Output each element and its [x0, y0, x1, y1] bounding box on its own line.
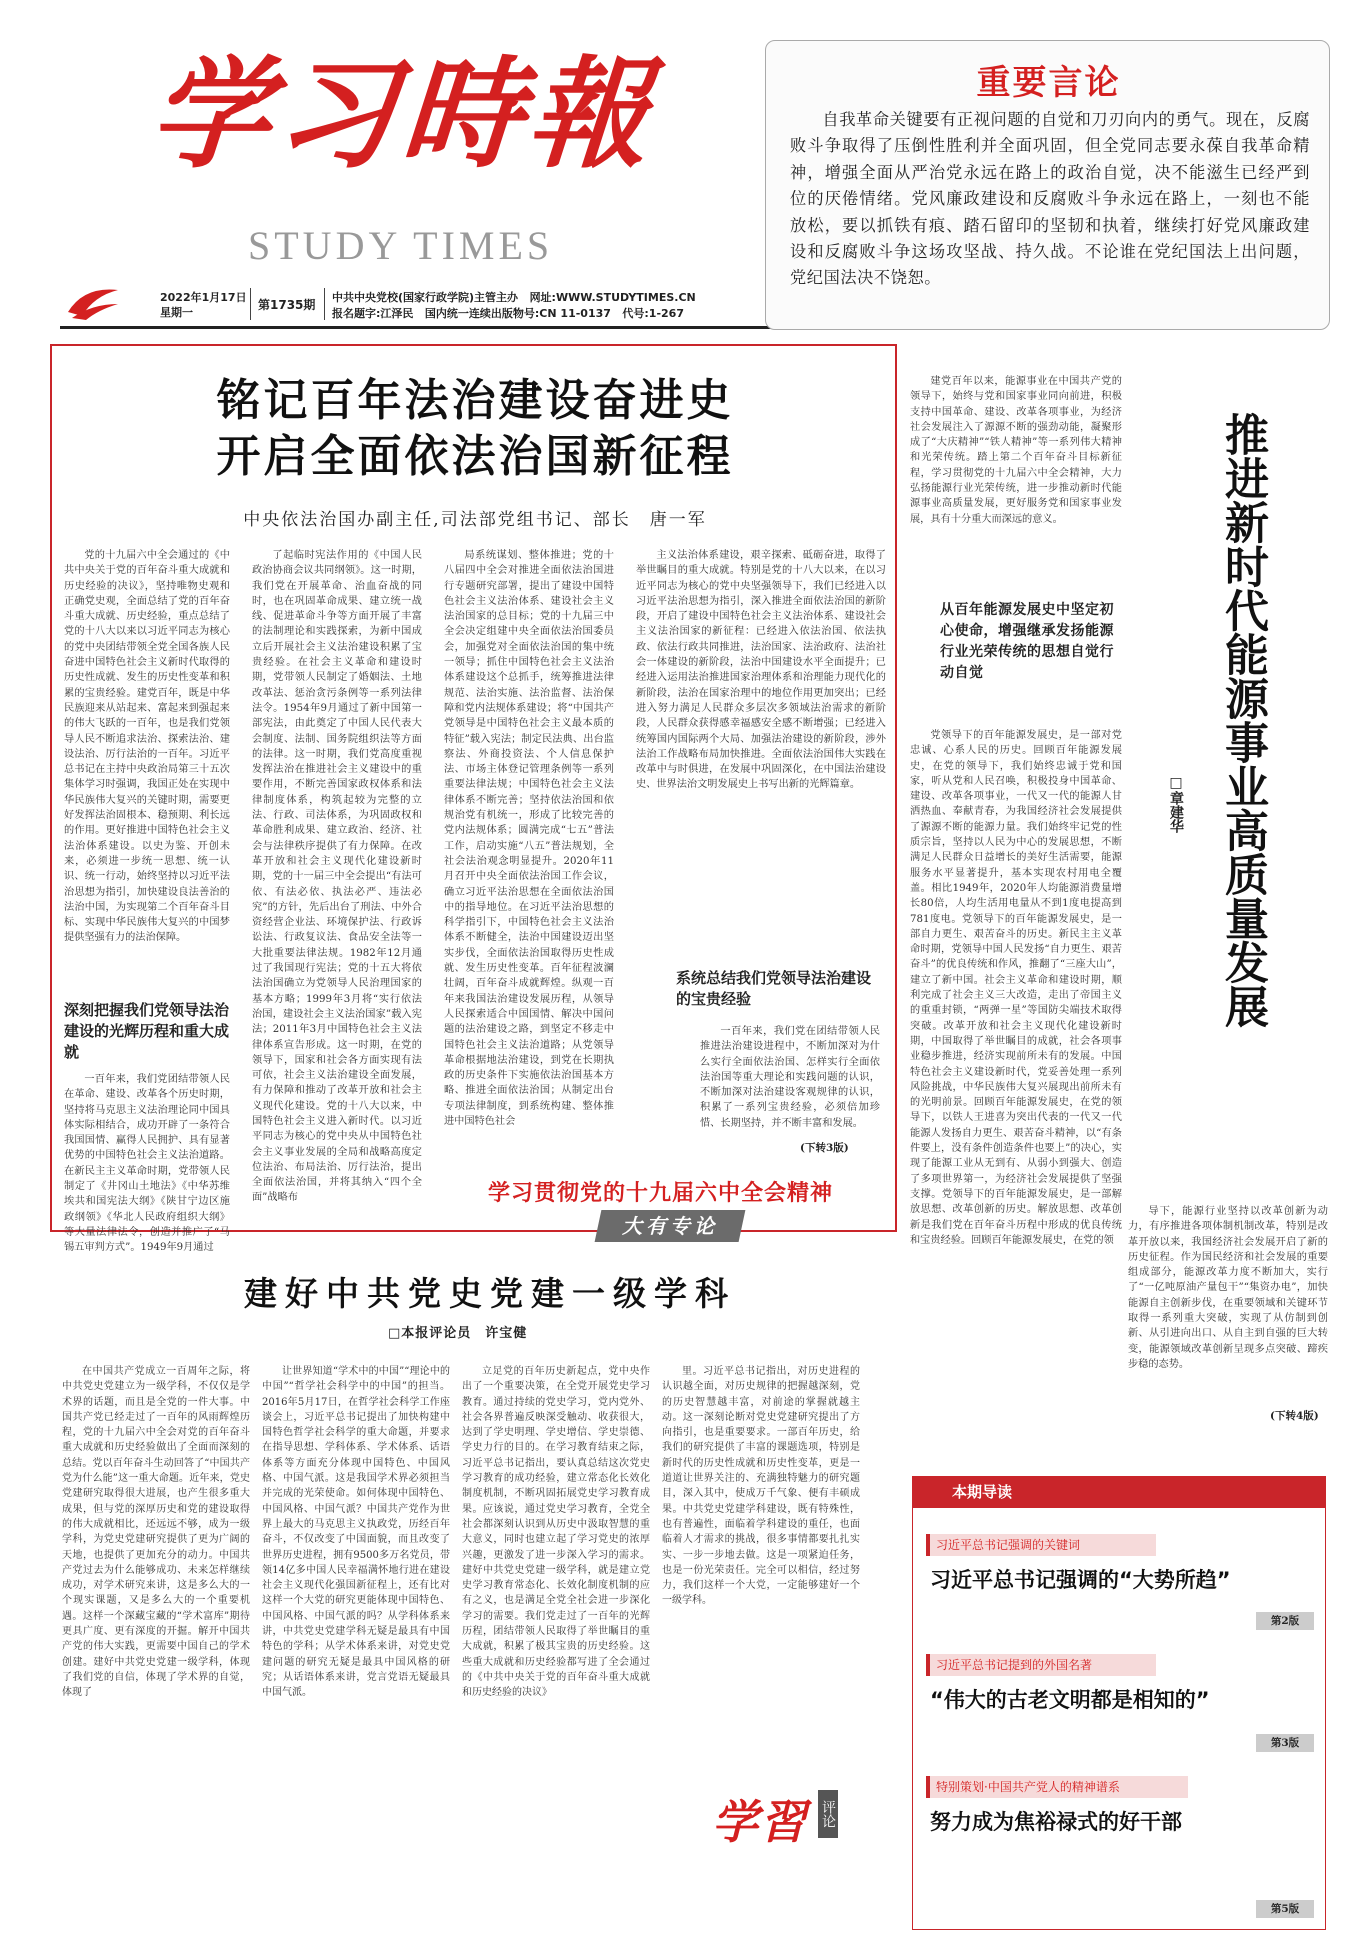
right-subhead: 从百年能源发展史中坚定初心使命，增强继承发扬能源行业光荣传统的思想自觉行动自觉 [940, 602, 1114, 681]
guide-item-page-1[interactable]: 第2版 [1256, 1612, 1314, 1630]
lead-title-line2: 开启全面依法治国新征程 [216, 431, 734, 482]
lead-headline [70, 373, 880, 485]
cn-number: 国内统一连续出版物号:CN 11-0137 [424, 307, 611, 320]
quote-text: 自我革命关键要有正视问题的自觉和刀刃向内的勇气。现在，反腐败斗争取得了压倒性胜利并全面巩固，但全党同志要永葆自我革命精神，增强全面从严治党永远在路上的政治自觉，决不能滋生已经严到位的厌倦情绪。党风廉政建设和反腐败斗争永远在路上，一刻也不能放松，要以抓铁有痕、踏石留印的坚韧和执着，继续打好党风廉政建设和反腐败斗争这场攻坚战、持久战。不论谁在党纪国法上出问题，党纪国法决不饶恕。 [790, 110, 1310, 288]
lead-continue: (下转3版) [800, 1142, 849, 1154]
issue-number: 第1735期 [258, 298, 316, 312]
guide-header: 本期导读 [952, 1483, 1013, 1501]
lead-col4b: 一百年来，我们党在团结带领人民推进法治建设进程中，不断加深对为什么实行全面依法治国、怎样实行全面依法治国等重大理论和实践问题的认识，不断加深对法治建设客观规律的认识，积累了一系列宝贵经验，必须倍加珍惜、长期坚持，并不断丰富和发展。 [700, 1026, 880, 1129]
commentary-author: □本报评论员 许宝健 [388, 1326, 528, 1341]
guide-item-tag-1[interactable] [926, 1534, 1156, 1556]
commentary-logo-tag: 评论 [818, 1790, 838, 1838]
guide-item-tag-label-1: 习近平总书记强调的关键词 [936, 1538, 1081, 1552]
masthead-title: 学习時報 [145, 44, 659, 185]
info-bar [60, 284, 780, 324]
lead-banner2: 大有专论 [622, 1214, 718, 1238]
guide-item-tag-label-2: 习近平总书记提到的外国名著 [936, 1658, 1093, 1672]
quote-box [765, 40, 1330, 330]
commentary-col1: 在中国共产党成立一百周年之际，将中共党史党建立为一级学科，不仅仅是学术界的话题，而且是全党的一件大事。中国共产党已经走过了一百年的风雨辉煌历程，党的十九届六中全会对党的百年奋斗重大成就和历史经验做出了全面而深刻的总结。党以百年奋斗生动回答了“中国共产党为什么能”这一重大命题。近年来，党史党建研究取得很大进展，也产生很多重大成果，但与党的深厚历史和党的建设取得的伟大成就相比，还远远不够，成为一级学科，为党史党建研究提供了更为广阔的天地，也提供了更加充分的动力。中国共产党过去为什么能够成功、未来怎样继续成功，对学术研究来讲，这是多么大的一个现实课题，又是多么大的一个重要机遇。这样一个深藏宝藏的“学术富库”期待更具广度、更有深度的开掘。解开中国共产党的伟大实践，更需要中国自己的学术创建。建好中共党史党建一级学科，体现了我们党的自信，体现了学术界的自觉，体现了 [62, 1366, 250, 1699]
guide-item-page-3[interactable]: 第5版 [1256, 1900, 1314, 1918]
lead-col4: 主义法治体系建设，艰辛探索、砥砺奋进，取得了举世瞩目的重大成就。特别是党的十八大以来，在以习近平同志为核心的党中央坚强领导下，我们已经进入以习近平法治思想为指引，深入推进全面依法治国的新阶段，开启了建设中国特色社会主义法治体系、建设社会主义法治国家的新征程：已经进入依法治国、依法执政、依法行政共同推进，法治国家、法治政府、法治社会一体建设的新阶段，法治中国建设水平全面提升；已经进入运用法治推进国家治理体系和治理能力现代化的新阶段，法治在国家治理中的地位作用更加突出；已经进入努力满足人民群众多层次多领域法治需求的新阶段，人民群众获得感幸福感安全感不断增强；已经进入统筹国内国际两个大局、加强法治建设的新阶段，涉外法治工作战略布局加快推进。全面依法治国伟大实践在改革中与时俱进，在发展中巩固深化，在中国法治建设史、世界法治文明发展史上书写出新的光辉篇章。 [636, 550, 886, 791]
right-author: □章建华 [1168, 775, 1184, 833]
masthead-rule [60, 326, 780, 329]
guide-item-title-3[interactable]: 努力成为焦裕禄式的好干部 [930, 1810, 1182, 1834]
lead-col3: 局系统谋划、整体推进；党的十八届四中全会对推进全面依法治国进行专题研究部署，提出了建设中国特色社会主义法治体系、建设社会主义法治国家的总目标；党的十九届三中全会决定组建中央全面依法治国委员会，加强党对全面依法治国的集中统一领导；抓住中国特色社会主义法治体系建设这个总抓手，统筹推进法律规范、法治实施、法治监督、法治保障和党内法规体系建设；将“中国共产党领导是中国特色社会主义最本质的特征”载入宪法；制定民法典、出台监察法、外商投资法、个人信息保护法、市场主体登记管理条例等一系列重要法律法规；中国特色社会主义法律体系不断完善；坚持依法治国和依规治党有机统一，形成了比较完善的党内法规体系；圆满完成“七五”普法工作，启动实施“八五”普法规划，全社会法治观念明显提升。2020年11月召开中央全面依法治国工作会议，确立习近平法治思想在全面依法治国中的指导地位。在习近平法治思想的科学指引下，中国特色社会主义法治体系不断健全，法治中国建设迈出坚实步伐，全面依法治国取得历史性成就、发生历史性变革。百年征程波澜壮阔，百年奋斗成就辉煌。纵观一百年来我国法治建设发展历程，从领导人民探索适合中国国情、解决中国问题的法治建设之路，到坚定不移走中国特色社会主义法治道路；从党领导革命根据地法治建设，到党在长期执政的历史条件下实施依法治国基本方略、推进全面依法治国；从制定出台专项法律制度，到系统构建、整体推进中国特色社会 [444, 550, 614, 1127]
lead-col1b: 一百年来，我们党团结带领人民在革命、建设、改革各个历史时期，坚持将马克思主义法治理论同中国具体实际相结合，成功开辟了一条符合我国国情、赢得人民拥护、具有显著优势的中国特色社会主义法治道路。在新民主主义革命时期，党带领人民制定了《井冈山土地法》《中华苏维埃共和国宪法大纲》《陕甘宁边区施政纲领》《华北人民政府组织大纲》等大量法律法令，创造并推广了“马锡五审判方式”。1949年9月通过 [64, 1074, 230, 1254]
publisher-line [332, 305, 684, 321]
guide-item-tag-label-3: 特别策划·中国共产党人的精神谱系 [936, 1780, 1120, 1794]
guide-item-title-2[interactable]: “伟大的古老文明都是相知的” [930, 1688, 1210, 1712]
right-body: 党领导下的百年能源发展史，是一部对党忠诚、心系人民的历史。回顾百年能源发展史，在党的领导下，我们始终忠诚于党和国家，听从党和人民召唤，积极投身中国革命、建设、改革各项事业，一代又一代的能源人甘洒热血、奉献青春，为我国经济社会发展提供了源源不断的能源力量。我们始终牢记党的性质宗旨，坚持以人民为中心的发展思想，不断满足人民群众日益增长的美好生活需要，能源服务水平显著提升，基本实现农村用电全覆盖。相比1949年，2020年人均能源消费量增长80倍，人均生活用电量从不到1度电提高到781度电。党领导下的百年能源发展史，是一部自力更生、艰苦奋斗的历史。新民主主义革命时期，党领导中国人民发扬“自力更生、艰苦奋斗”的优良传统和作风，推翻了“三座大山”，建立了新中国。社会主义革命和建设时期，顺利完成了社会主义三大改造，走出了帝国主义的重重封锁，“两弹一星”等国防尖端技术取得突破。改革开放和社会主义现代化建设新时期，中国取得了举世瞩目的成就，社会各项事业稳步推进，经济实现前所未有的发展。中国特色社会主义建设新时代，党妥善处理一系列风险挑战，中华民族伟大复兴展现出前所未有的光明前景。回顾百年能源发展史，在党的领导下，以铁人王进喜为突出代表的一代又一代能源人发扬自力更生、艰苦奋斗精神，以“有条件要上，没有条件创造条件也要上”的决心，实现了能源工业从无到有、从弱小到强大、创造了多项世界第一，为经济社会发展提供了坚强支撑。党领导下的百年能源发展史，是一部解放思想、改革创新的历史。解放思想、改革创新是我们党在百年奋斗历程中形成的优良传统和宝贵经验。回顾百年能源发展史，在党的领 [910, 730, 1122, 1246]
right-tail: 导下，能源行业坚持以改革创新为动力，有序推进各项体制机制改革，特别是改革开放以来，我国经济社会发展开启了新的历史征程。作为国民经济和社会发展的重要组成部分，能源改革力度不断加大，实行了“一亿吨原油产量包干”“集资办电”，加快能源自主创新步伐，在重要领域和关键环节取得一系列重大突破，实现了从仿制到创新、从引进向出口、从自主到自强的巨大转变，能源领域改革创新呈现多点突破、蹄疾步稳的态势。 [1128, 1206, 1328, 1370]
quote-title: 重要言论 [976, 63, 1121, 103]
commentary-col2: 让世界知道“学术中的中国”“理论中的中国”“哲学社会科学中的中国”的担当。2016年5月17日，在哲学社会科学工作座谈会上，习近平总书记提出了加快构建中国特色哲学社会科学的重大命题，并要求在指导思想、学科体系、学术体系、话语体系等方面充分体现中国特色、中国风格、中国气派。这是我国学术界必须担当并完成的光荣使命。如何体现中国特色、中国风格、中国气派？中国共产党作为世界上最大的马克思主义执政党，历经百年奋斗，不仅改变了中国面貌，而且改变了世界历史进程，拥有9500多万名党员，带领14亿多中国人民幸福满怀地行进在建设社会主义现代化强国新征程上，还有比对这样一个大党的研究更能体现中国特色、中国风格、中国气派的吗？从学科体系来讲，中共党史党建学科无疑是最具有中国特色的学科；从学术体系来讲，对党史党建问题的研究无疑是最具中国风格的研究；从话语体系来讲，党言党语无疑最具中国气派。 [262, 1366, 450, 1699]
lead-subhead2: 系统总结我们党领导法治建设的宝贵经验 [676, 969, 872, 1008]
issue-weekday: 星期一 [160, 306, 193, 319]
guide-item-title-1[interactable]: 习近平总书记强调的“大势所趋” [930, 1568, 1231, 1592]
lead-col1: 党的十九届六中全会通过的《中共中央关于党的百年奋斗重大成就和历史经验的决议》，坚持唯物史观和正确党史观，全面总结了党的百年奋斗重大成就、历史经验，重点总结了党的十八大以来以习近平同志为核心的党中央团结带领全党全国各族人民奋进中国特色社会主义新时代取得的历史性成就、发生的历史性变革和积累的宝贵经验。建党百年，既是中华民族迎来从站起来、富起来到强起来的伟大飞跃的一百年，也是我们党领导人民不断追求法治、探索法治、建设法治、厉行法治的一百年。习近平总书记在主持中央政治局第三十五次集体学习时强调，我国正处在实现中华民族伟大复兴的关键时期，需要更好发挥法治固根本、稳预期、利长远的作用。更好推进中国特色社会主义法治体系建设。以史为鉴、开创未来，必须进一步统一思想、统一认识、统一行动，始终坚持以习近平法治思想为指引，加快建设良法善治的法治中国，为实现第二个百年奋斗目标、实现中华民族伟大复兴的中国梦提供坚强有力的法治保障。 [64, 550, 230, 944]
lead-title-line1: 铭记百年法治建设奋进史 [216, 375, 734, 426]
issue-date: 2022年1月17日 [160, 291, 247, 304]
right-title: 推进新时代能源事业高质量发展 [1217, 412, 1268, 1028]
commentary-title: 建好中共党史党建一级学科 [244, 1274, 736, 1313]
commentary-col3: 立足党的百年历史新起点，党中央作出了一个重要决策，在全党开展党史学习教育。通过持续的党史学习，党内党外、社会各界普遍反映深受触动、收获很大，达到了学史明理、学史增信、学史崇德、学史力行的目的。在学习教育结束之际，习近平总书记指出，要认真总结这次党史学习教育的成功经验，建立常态化长效化制度机制，不断巩固拓展党史学习教育成果。应该说，通过党史学习教育，全党全社会都深刻认识到从历史中汲取智慧的重大意义，同时也建立起了学习党史的浓厚兴趣，更激发了进一步深入学习的需求。建好中共党史党建一级学科，就是建立党史学习教育常态化、长效化制度机制的应有之义，也是满足全党全社会进一步深化学习的需要。我们党走过了一百年的光辉历程，团结带领人民取得了举世瞩目的重大成就，积累了极其宝贵的历史经验。这些重大成就和历史经验都写进了全会通过的《中共中央关于党的百年奋斗重大成就和历史经验的决议》 [462, 1366, 650, 1699]
right-intro: 建党百年以来，能源事业在中国共产党的领导下，始终与党和国家事业同向前进，积极支持中国革命、建设、改革各项事业，为经济社会发展注入了源源不断的强劲动能，凝聚形成了“大庆精神”“铁人精神”等一系列伟大精神和光荣传统。踏上第二个百年奋斗目标新征程，学习贯彻党的十九届六中全会精神，大力弘扬能源行业光荣传统，进一步推动新时代能源事业高质量发展，更好服务党和国家事业发展，具有十分重大而深远的意义。 [910, 376, 1122, 525]
website: 网址:WWW.STUDYTIMES.CN [529, 291, 696, 304]
sponsor-line [332, 289, 696, 305]
guide-item-tag-2[interactable] [926, 1654, 1156, 1676]
sponsor: 中共中央党校(国家行政学院)主管主办 [332, 291, 519, 304]
commentary-logo: 学習 [712, 1795, 808, 1849]
lead-banner: 学习贯彻党的十九届六中全会精神 [488, 1181, 834, 1206]
right-continue: (下转4版) [1270, 1410, 1319, 1422]
lead-subhead1: 深刻把握我们党领导法治建设的光辉历程和重大成就 [64, 1001, 230, 1061]
lead-byline: 中央依法治国办副主任,司法部党组书记、部长 唐一军 [243, 510, 707, 530]
guide-item-tag-3[interactable] [926, 1776, 1188, 1798]
issue-date-block [160, 290, 250, 320]
commentary-col4: 里。习近平总书记指出，对历史进程的认识越全面，对历史规律的把握越深刻，党的历史智慧越丰富，对前途的掌握就越主动。这一深刻论断对党史党建研究提出了方向指引，也是重要要求。一部百年历史，给我们的研究提供了丰富的课题选项，特别是新时代的历史性成就和历史性变革，更是一道道让世界关注的、充满独特魅力的研究题目，深入其中，使成万千气象、便有丰硕成果。中共党史党建学科建设，既有特殊性，也有普遍性，面临着学科建设的重任，也面临着人才需求的挑战，很多事情都要扎扎实实、一步一步地去做。这是一项紧迫任务，也是一份光荣责任。完全可以相信，经过努力，我们这样一个大党，一定能够建好一个一级学科。 [662, 1366, 860, 1607]
lead-col2: 了起临时宪法作用的《中国人民政治协商会议共同纲领》。这一时期，我们党在开展革命、治血奋战的同时，也在巩固革命成果、建立统一战线、促进革命斗争等方面开展了丰富的法制理论和实践探索，为新中国成立后开展社会主义法治建设积累了宝贵经验。在社会主义革命和建设时期，党带领人民制定了婚姻法、土地改革法、惩治贪污条例等一系列法律法令。1954年9月通过了新中国第一部宪法，由此奠定了中国人民代表大会制度、法制、国务院组织法等方面的法律。这一时期，我们党高度重视发挥法治在推进社会主义建设中的重要作用，不断完善国家政权体系和法律制度体系，构筑起较为完整的立法、行政、司法体系，为巩固政权和革命胜利成果、建立政治、经济、社会与法律秩序提供了有力保障。在改革开放和社会主义现代化建设新时期，党的十一届三中全会提出“有法可依、有法必依、执法必严、违法必究”的方针，先后出台了刑法、中外合资经营企业法、环境保护法、行政诉讼法、行政复议法、食品安全法等一大批重要法律法规。1982年12月通过了我国现行宪法；党的十五大将依法治国确立为党领导人民治理国家的基本方略；1999年3月将“实行依法治国，建设社会主义法治国家”载入宪法；2011年3月中国特色社会主义法律体系宣告形成。这一时期，在党的领导下，国家和社会各方面实现有法可依，社会主义法治建设全面发展，有力保障和推动了改革开放和社会主义现代化建设。党的十八大以来，中国特色社会主义进入新时代。以习近平同志为核心的党中央从中国特色社会主义事业发展的全局和战略高度定位法治、布局法治、厉行法治，提出全面依法治国，并将其纳入“四个全面”战略布 [252, 550, 422, 1204]
guide-item-page-2[interactable]: 第3版 [1256, 1734, 1314, 1752]
masthead-subtitle: STUDY TIMES [248, 223, 554, 268]
post-code: 代号:1-267 [622, 307, 684, 320]
publisher: 报名题字:江泽民 [332, 307, 414, 320]
